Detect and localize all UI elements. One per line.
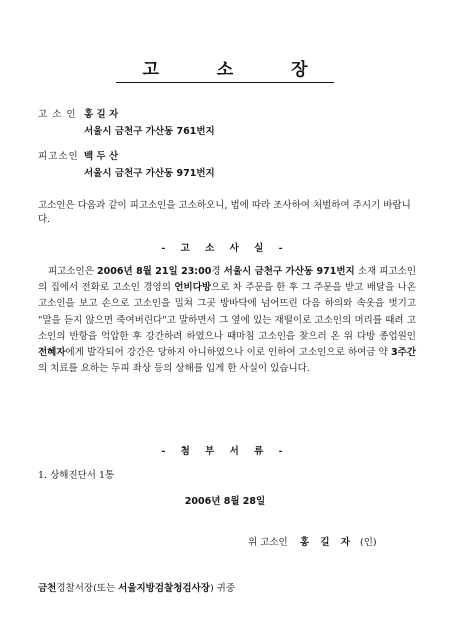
facts-text-2: 경 [211, 266, 224, 277]
signer-prefix: 위 고소인 [248, 537, 288, 548]
facts-text-5: 에게 발각되어 강간은 당하지 아니하였으나 이로 인하여 고소인으로 하여금 약 [65, 347, 392, 359]
incident-place: 서울시 금천구 가산동 971번지 [223, 266, 355, 277]
complainant-address: 서울시 금천구 가산동 761번지 [84, 126, 215, 137]
signer-name: 홍 길 자 [299, 537, 354, 548]
employee-name: 전혜자 [38, 347, 66, 359]
incident-datetime: 2006년 8월 21일 23:00 [97, 266, 212, 277]
attachments-heading: - 첨 부 서 류 - [161, 446, 289, 457]
facts-text-4: 으로 차 주문을 한 후 그 주문을 받고 배달을 나온 고소인을 보고 손으로 고소인을 밀쳐 그곳 방바닥에 넘어뜨린 다음 하의와 속옷을 벗기고 "말을 듣지 않으면 죽여버린다"고 말하면서 그 옆에 있는 재떨이로 고소인의 머리를 때려 고소인의 반항을 억압한 후 강간하려 하였으나 때마침 고소인을 찾으러 온 위 다방 종업원인 [38, 282, 416, 342]
facts-heading: - 고 소 사 실 - [161, 243, 289, 254]
defendant-name: 백 두 산 [84, 151, 119, 162]
signer-seal: (인) [360, 537, 377, 548]
signer-line [248, 534, 377, 548]
recipient-rest: 경찰서장(또는 [56, 583, 119, 594]
attachment-item: 1. 상해진단서 1통 [38, 470, 115, 481]
defendant-block [38, 148, 215, 182]
facts-text-3: 소재 피고소인의 집에서 전화로 고소인 경영의 [38, 266, 417, 294]
recipient-station: 금천 [38, 583, 57, 594]
facts-text-6: 의 치료를 요하는 두피 좌상 등의 상해를 입게 한 사실이 있습니다. [38, 363, 310, 375]
recipient-suffix: ) 귀중 [209, 583, 236, 594]
intro-paragraph: 고소인은 다음과 같이 피고소인을 고소하오니, 법에 따라 조사하여 처벌하여 주시기 바랍니다. [38, 200, 411, 225]
recipient-line [38, 580, 235, 594]
complainant-name: 홍 길 자 [84, 109, 119, 120]
shop-name: 언비다방 [174, 282, 212, 294]
defendant-address: 서울시 금천구 가산동 971번지 [84, 168, 215, 179]
document-date: 2006년 8월 28일 [184, 496, 266, 507]
facts-text-1: 피고소인은 [48, 266, 98, 277]
treatment-weeks: 3주간 [391, 347, 416, 359]
complainant-block [38, 106, 215, 140]
recipient-prosecutor: 서울지방검찰청검사장 [118, 583, 210, 594]
facts-paragraph [38, 264, 416, 377]
complainant-label: 고 소 인 [38, 109, 77, 120]
defendant-label: 피고소인 [38, 151, 79, 162]
document-title: 고 소 장 [0, 58, 450, 83]
